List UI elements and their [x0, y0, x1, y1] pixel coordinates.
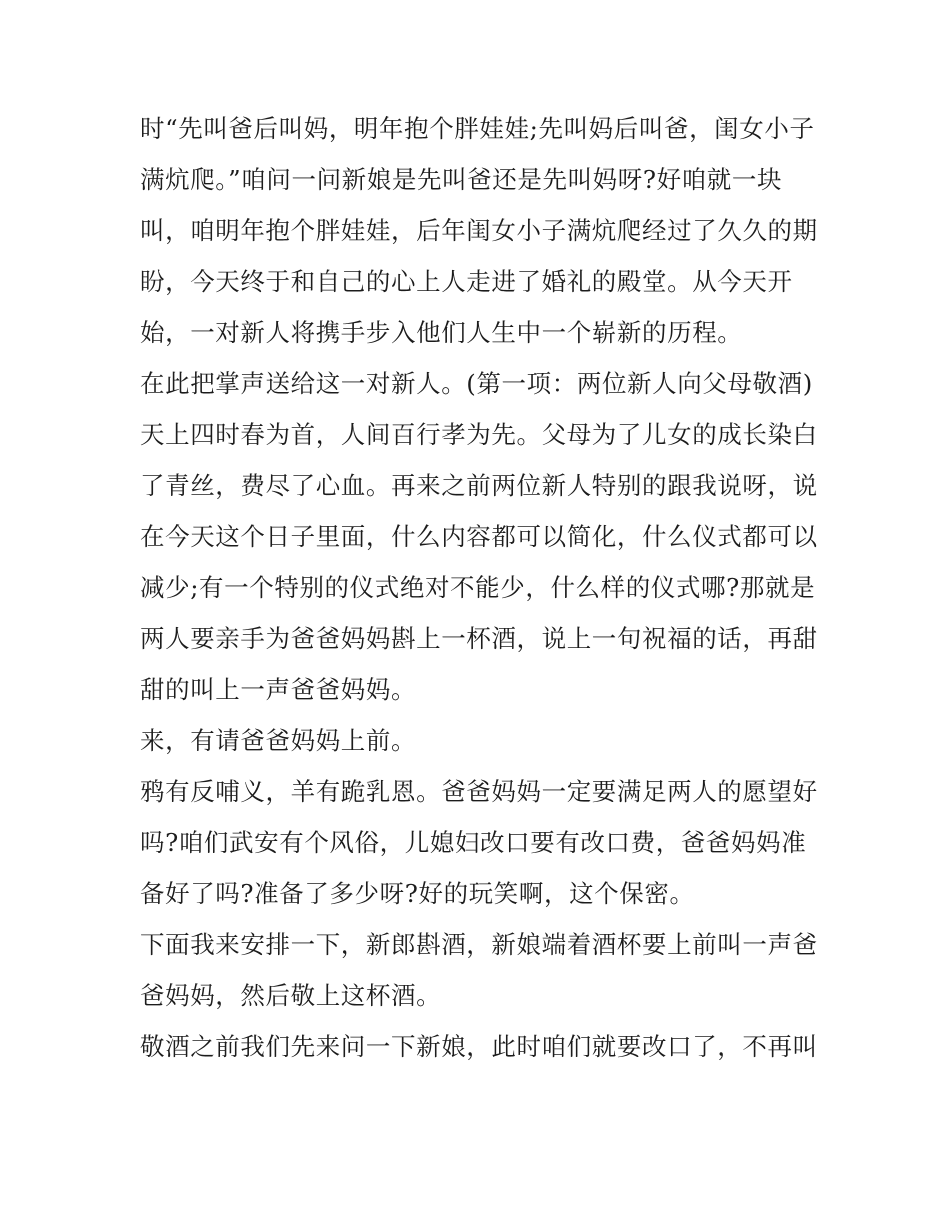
paragraph-2: 在此把掌声送给这一对新人。(第一项：两位新人向父母敬酒) [140, 369, 813, 398]
paragraph-4: 来，有请爸爸妈妈上前。 [140, 726, 417, 755]
paragraph-1: 时“先叫爸后叫妈，明年抱个胖娃娃;先叫妈后叫爸，闺女小子满炕爬。”咱问一问新娘是先叫爸还是先叫妈呀?好咱就一块叫，咱明年抱个胖娃娃，后年闺女小子满炕爬经过了久久的期盼，今天终于和自己的心上人走进了婚礼的殿堂。从今天开始，一对新人将携手步入他们人生中一个崭新的历程。 [140, 114, 818, 347]
paragraph-6: 下面我来安排一下，新郎斟酒，新娘端着酒杯要上前叫一声爸爸妈妈，然后敬上这杯酒。 [140, 930, 818, 1010]
document-body [140, 103, 820, 1072]
paragraph-3: 天上四时春为首，人间百行孝为先。父母为了儿女的成长染白了青丝，费尽了心血。再来之前两位新人特别的跟我说呀，说在今天这个日子里面，什么内容都可以简化，什么仪式都可以减少;有一个特别的仪式绝对不能少，什么样的仪式哪?那就是两人要亲手为爸爸妈妈斟上一杯酒，说上一句祝福的话，再甜甜的叫上一声爸爸妈妈。 [140, 420, 818, 704]
paragraph-5: 鸦有反哺义，羊有跪乳恩。爸爸妈妈一定要满足两人的愿望好吗?咱们武安有个风俗，儿媳妇改口要有改口费，爸爸妈妈准备好了吗?准备了多少呀?好的玩笑啊，这个保密。 [140, 777, 818, 908]
paragraph-7: 敬酒之前我们先来问一下新娘，此时咱们就要改口了，不再叫 [140, 1032, 818, 1061]
